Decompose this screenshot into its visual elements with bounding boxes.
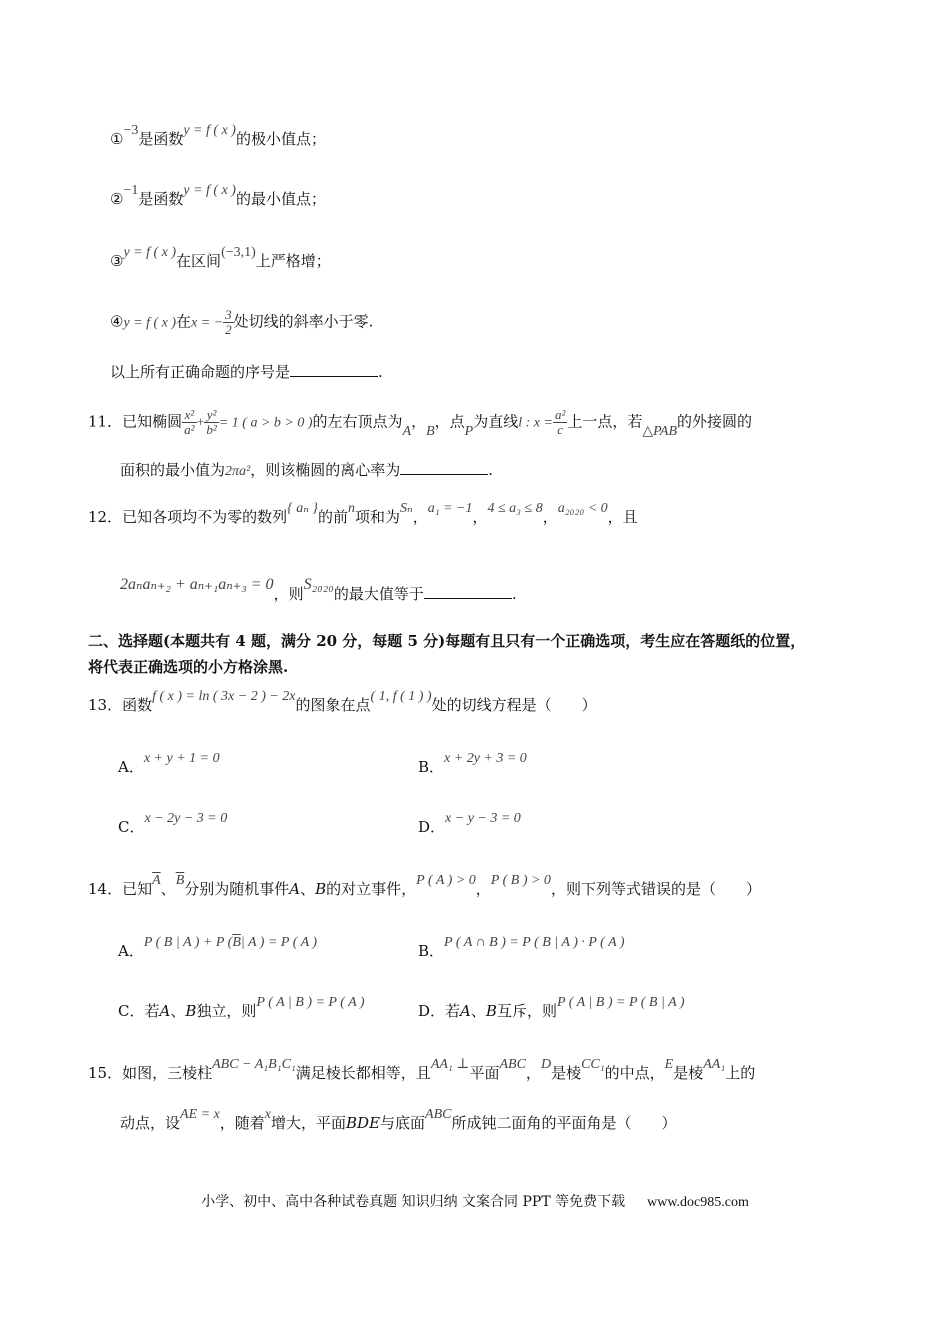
question-13	[88, 689, 597, 718]
math-expr: △PAB	[642, 423, 678, 439]
statement-3	[110, 245, 331, 274]
denominator: b²	[206, 422, 217, 437]
text: 的外接圆的	[677, 412, 753, 431]
question-14	[88, 873, 761, 902]
text: 面积的最小值为	[120, 461, 226, 479]
math-expr: = 1 ( a > b > 0 )	[218, 415, 313, 431]
option-a[interactable]	[118, 935, 318, 964]
text: 处的切线方程是（ ）	[431, 696, 597, 714]
text: 的左右顶点为	[312, 412, 403, 431]
math-var: CC₁	[581, 1057, 605, 1072]
math-expr: a₁ = −1	[427, 501, 473, 516]
circled-number: ④	[110, 312, 124, 331]
option-label: A．	[118, 758, 144, 776]
text: 上一点，若	[567, 412, 643, 431]
answer-blank[interactable]	[424, 582, 512, 599]
math-var: x	[264, 1107, 272, 1122]
math-point: ( 1, f ( 1 ) )	[370, 689, 432, 704]
question-15	[88, 1057, 756, 1086]
math-var: ABC	[499, 1057, 526, 1072]
option-label: A．	[118, 942, 144, 960]
math-function: y = f ( x )	[123, 315, 177, 331]
text: 增大，平面	[271, 1114, 347, 1132]
option-c[interactable]	[118, 995, 365, 1024]
text: 上严格增；	[255, 252, 331, 270]
option-expr: P ( A | B ) = P ( A )	[256, 995, 365, 1010]
text: ，	[411, 412, 427, 431]
numerator: 3	[225, 307, 232, 322]
text: 若	[144, 1002, 160, 1020]
text: 动点，设	[120, 1114, 181, 1132]
circled-number: ③	[110, 252, 124, 270]
page-footer	[0, 1191, 950, 1211]
option-label: B．	[418, 942, 445, 960]
option-label: D．	[418, 818, 446, 836]
math-var: A	[460, 1002, 471, 1020]
statement-2	[110, 183, 326, 212]
math-expr: a₂₀₂₀ < 0	[557, 501, 608, 516]
math-var: B	[185, 1002, 197, 1020]
math-function: f ( x ) = ln ( 3x − 2 ) − 2x	[152, 689, 296, 704]
text: 的前	[317, 508, 348, 526]
numerator: x²	[182, 408, 196, 423]
text: 项和为	[355, 508, 401, 526]
fraction	[182, 408, 196, 437]
text: 满足棱长都相等，且	[295, 1064, 431, 1082]
text: 、	[160, 880, 176, 898]
option-label: B．	[418, 758, 445, 776]
math-var: D	[540, 1057, 552, 1072]
text: 的极小值点；	[235, 130, 326, 148]
text: 、	[470, 1002, 486, 1020]
text: ，	[472, 508, 488, 526]
denominator: a²	[184, 422, 195, 437]
option-label: C．	[118, 1002, 145, 1020]
text: 函数	[122, 696, 153, 714]
math-op: +	[196, 415, 205, 431]
math-var: ABC	[425, 1107, 452, 1122]
circled-number: ②	[110, 190, 124, 208]
math-expr: ABC − A₁B₁C₁	[212, 1057, 296, 1072]
text: ，	[542, 508, 558, 526]
text: 、	[170, 1002, 186, 1020]
text: ，	[475, 880, 491, 898]
math-expr: 4 ≤ a₃ ≤ 8	[487, 501, 543, 516]
math-expr: l : x =	[518, 415, 553, 431]
text: 是函数	[138, 130, 184, 148]
fraction	[204, 408, 218, 437]
option-label: D．	[418, 1002, 446, 1020]
option-expr: x − 2y − 3 = 0	[144, 811, 228, 826]
text: ，点	[434, 412, 465, 431]
math-var: P	[464, 423, 474, 439]
option-expr: | A ) = P ( A )	[240, 935, 318, 950]
question-11-line-2: 面积的最小值为2πa²，则该椭圆的离心率为 .	[120, 458, 493, 483]
text: ，	[525, 1064, 541, 1082]
math-var: A	[402, 423, 412, 439]
question-12	[88, 501, 638, 530]
footer-text: 小学、初中、高中各种试卷真题 知识归纳 文案合同 PPT 等免费下载	[201, 1194, 626, 1210]
math-expr: x = −	[191, 315, 224, 331]
option-label: C．	[118, 818, 145, 836]
text: 是棱	[673, 1064, 704, 1082]
math-expr: AE = x	[180, 1107, 220, 1122]
fraction	[223, 308, 234, 337]
summary-line: 以上所有正确命题的序号是 .	[110, 360, 383, 383]
math-var: $\overline{B}$	[175, 873, 185, 888]
text: 已知	[122, 880, 153, 898]
text: 已知椭圆	[122, 412, 183, 431]
question-15-line-2	[120, 1107, 677, 1136]
section-heading: 二、选择题(本题共有 4 题，满分 20 分，每题 5 分)每题有且只有一个正确选项，考生应在答题纸的位置，	[88, 632, 806, 650]
math-var: B	[485, 1002, 497, 1020]
math-var: B	[315, 880, 327, 898]
math-var: B	[426, 423, 435, 439]
text: 如图，三棱柱	[122, 1064, 213, 1082]
footer-link[interactable]: www.doc985.com	[647, 1195, 749, 1210]
question-number: 14．	[88, 880, 123, 898]
denominator: 2	[225, 322, 232, 337]
math-var: A	[159, 1002, 171, 1020]
math-var: n	[348, 501, 355, 516]
text: 的中点，	[604, 1064, 665, 1082]
option-expr: P ( A | B ) = P ( B | A )	[556, 995, 685, 1010]
question-number: 13．	[88, 696, 123, 714]
text: 在	[176, 312, 192, 331]
answer-blank[interactable]	[400, 458, 488, 475]
text: ，则下列等式错误的是（ ）	[550, 880, 761, 898]
math-expr: { aₙ }	[287, 501, 318, 516]
text: 的图象在点	[295, 696, 371, 714]
option-expr: $\overline{B}$	[232, 935, 241, 950]
option-d[interactable]	[418, 995, 685, 1024]
option-a[interactable]	[118, 751, 220, 780]
math-expr: P ( B ) > 0	[490, 873, 551, 888]
math-expr: AA₁ ⊥	[430, 1057, 470, 1072]
text: 已知各项均不为零的数列	[122, 508, 288, 526]
question-number: 15．	[88, 1064, 123, 1082]
question-number: 11．	[88, 412, 123, 431]
text: ，则	[273, 585, 304, 603]
math-value: −1	[123, 183, 139, 198]
text: 若	[445, 1002, 461, 1020]
option-expr: P ( B | A ) + P (	[143, 935, 233, 950]
text: 在区间	[176, 252, 222, 270]
option-expr: P ( A ∩ B ) = P ( B | A ) · P ( A )	[444, 935, 625, 950]
math-var: A	[289, 880, 301, 898]
math-var: BDE	[346, 1114, 381, 1132]
text: 处切线的斜率小于零.	[233, 312, 374, 331]
text: 独立，则	[196, 1002, 257, 1020]
text: ，	[412, 508, 428, 526]
option-b[interactable]	[418, 935, 625, 964]
text: 上的	[725, 1064, 756, 1082]
text: 的最小值点；	[235, 190, 326, 208]
text: 所成钝二面角的平面角是（ ）	[451, 1114, 677, 1132]
fraction	[553, 408, 567, 437]
text: 是函数	[138, 190, 184, 208]
math-function: y = f ( x )	[123, 245, 177, 260]
numerator: a²	[554, 407, 566, 422]
text: 分别为随机事件	[184, 880, 290, 898]
option-d[interactable]	[418, 811, 521, 840]
text: 平面	[469, 1064, 500, 1082]
denominator: c	[557, 422, 564, 437]
question-11	[88, 408, 752, 437]
text: 的最大值等于	[333, 585, 424, 603]
option-expr: x + 2y + 3 = 0	[444, 751, 527, 766]
option-c[interactable]	[118, 811, 228, 840]
option-expr: x − y − 3 = 0	[445, 811, 521, 826]
section-heading-line-2: 将代表正确选项的小方格涂黑.	[88, 658, 289, 676]
text: 以上所有正确命题的序号是	[110, 363, 291, 381]
text: 互斥，则	[496, 1002, 557, 1020]
text: 与底面	[380, 1114, 426, 1132]
math-var: $\overline{A}$	[152, 873, 161, 888]
math-var: AA₁	[703, 1057, 726, 1072]
math-var: Sₙ	[400, 501, 413, 516]
math-function: y = f ( x )	[183, 123, 236, 138]
statement-4	[110, 308, 373, 337]
math-var: E	[664, 1057, 674, 1072]
math-var: S₂₀₂₀	[303, 576, 334, 593]
math-expr: 2πa²	[225, 464, 251, 479]
text: 的对立事件，	[326, 880, 417, 898]
option-expr: x + y + 1 = 0	[143, 751, 220, 766]
text: ，则该椭圆的离心率为	[250, 461, 401, 479]
numerator: y²	[204, 408, 218, 423]
statement-1	[110, 123, 326, 152]
math-expr: 2aₙaₙ₊₂ + aₙ₊₁aₙ₊₃ = 0	[120, 576, 274, 593]
circled-number: ①	[110, 130, 124, 148]
text: 、	[300, 880, 316, 898]
math-expr: P ( A ) > 0	[416, 873, 476, 888]
math-value: −3	[123, 123, 139, 138]
question-12-line-2: 2aₙaₙ₊₂ + aₙ₊₁aₙ₊₃ = 0，则S₂₀₂₀的最大值等于 .	[120, 576, 517, 603]
text: ，随着	[219, 1114, 265, 1132]
text: ，且	[607, 508, 638, 526]
math-interval: (−3,1)	[221, 245, 256, 260]
answer-blank[interactable]	[290, 360, 378, 377]
question-number: 12．	[88, 508, 123, 526]
text: 为直线	[473, 412, 519, 431]
text: 是棱	[551, 1064, 582, 1082]
math-function: y = f ( x )	[183, 183, 236, 198]
option-b[interactable]	[418, 751, 527, 780]
